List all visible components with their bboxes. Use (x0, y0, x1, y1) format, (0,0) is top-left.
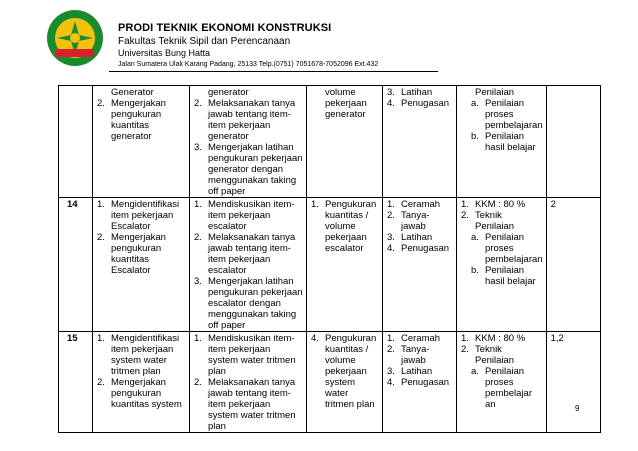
university-name: Universitas Bung Hatta (118, 48, 211, 58)
list-marker: 1. (461, 333, 469, 344)
list-item (194, 232, 303, 276)
list-marker: 3. (387, 366, 395, 377)
cell-col4 (383, 86, 457, 198)
list-text: Penilaian hasil belajar (485, 265, 536, 287)
list-text: Tanya-jawab (401, 210, 430, 232)
list-marker: 1. (387, 333, 395, 344)
list-text: Mengidentifikasi item pekerjaan Escalator (111, 199, 180, 232)
list-marker: a. (471, 366, 479, 377)
row-number: 14 (59, 198, 93, 332)
list-text: KKM : 80 % (475, 199, 526, 210)
cell-col2 (190, 198, 307, 332)
list-item (461, 210, 543, 232)
list-item (461, 199, 543, 210)
list-marker (97, 87, 111, 98)
cell-meeting (546, 86, 600, 198)
university-logo (46, 9, 104, 67)
table-row (59, 198, 601, 332)
list-marker: 2. (387, 210, 395, 221)
list-text: Mengidentifikasi item pekerjaan system water tritmen plan (111, 333, 180, 377)
list-text: Penilaian proses pembelajaran (485, 98, 543, 131)
list-text: KKM : 80 % (475, 333, 526, 344)
list-marker: b. (471, 131, 479, 142)
list-text: Melaksanakan tanya jawab tentang item-item pekerjaan system water tritmen plan (208, 377, 296, 432)
row-number: 15 (59, 332, 93, 433)
list-marker: 1. (194, 333, 202, 344)
list-marker: 3. (387, 232, 395, 243)
list-item (97, 98, 186, 142)
cell-col1 (93, 332, 190, 433)
list-marker: 2. (194, 377, 202, 388)
list-marker: 1. (97, 333, 105, 344)
list-marker: 3. (387, 87, 395, 98)
list-marker: 2. (387, 344, 395, 355)
list-item (387, 333, 453, 344)
list-text: Mengerjakan latihan pengukuran pekerjaan escalator dengan menggunakan taking off paper (208, 276, 303, 331)
list-text: Pengukuran kuantitas / volume pekerjaan escalator (325, 199, 377, 254)
list-text: Penilaian proses pembelajaran (485, 232, 543, 265)
cell-col5 (457, 198, 547, 332)
cell-col3 (307, 86, 383, 198)
list-marker (194, 87, 208, 98)
list-item (461, 333, 543, 344)
cell-col4 (383, 332, 457, 433)
list-marker: 2. (194, 98, 202, 109)
list-item (387, 199, 453, 210)
list-marker: 4. (387, 98, 395, 109)
list-text: Penilaian (475, 87, 515, 98)
list-item (461, 366, 543, 410)
list-text: Penilaian hasil belajar (485, 131, 536, 153)
list-text: Penugasan (401, 377, 450, 388)
list-item (387, 344, 453, 366)
list-marker: 4. (387, 243, 395, 254)
list-text: Pengukuran kuantitas / volume pekerjaan system water tritmen plan (325, 333, 377, 410)
letterhead (118, 23, 378, 68)
list-text: generator (208, 87, 249, 98)
cell-col5 (457, 86, 547, 198)
list-marker: 2. (461, 344, 469, 355)
list-text: Mengerjakan pengukuran kuantitas system (111, 377, 182, 410)
list-text: Penugasan (401, 98, 450, 109)
list-marker: 1. (461, 199, 469, 210)
list-item (311, 87, 379, 120)
list-item (97, 232, 186, 276)
list-text: Teknik Penilaian (475, 344, 515, 366)
list-text: Melaksanakan tanya jawab tentang item-item pekerjaan escalator (208, 232, 296, 276)
list-marker: 2. (194, 232, 202, 243)
list-text: Mengerjakan pengukuran kuantitas Escalator (111, 232, 166, 276)
list-marker (311, 87, 325, 120)
list-text: Ceramah (401, 333, 441, 344)
list-item (97, 377, 186, 410)
list-item (194, 98, 303, 142)
list-item (97, 87, 186, 98)
list-marker: 1. (97, 199, 105, 210)
list-item (194, 142, 303, 197)
list-text: Mendiskusikan item-item pekerjaan escalator (208, 199, 295, 232)
cell-col1 (93, 198, 190, 332)
list-text: Ceramah (401, 199, 441, 210)
list-marker: 2. (461, 210, 469, 221)
cell-col1 (93, 86, 190, 198)
list-item (194, 276, 303, 331)
list-item (461, 131, 543, 153)
list-item (387, 98, 453, 109)
list-item (311, 199, 379, 254)
list-text: Latihan (401, 366, 433, 377)
list-text: Teknik Penilaian (475, 210, 515, 232)
list-marker: 4. (387, 377, 395, 388)
list-item (461, 87, 543, 98)
list-item (387, 243, 453, 254)
list-item (387, 210, 453, 232)
cell-col2 (190, 86, 307, 198)
cell-col2 (190, 332, 307, 433)
cell-col3 (307, 198, 383, 332)
header-divider (109, 71, 438, 72)
list-item (97, 333, 186, 377)
list-text: Latihan (401, 232, 433, 243)
list-text: volume pekerjaan generator (325, 87, 367, 120)
list-text: Mengerjakan pengukuran kuantitas generator (111, 98, 166, 142)
cell-col3 (307, 332, 383, 433)
list-marker: 1. (311, 199, 319, 210)
list-item (461, 98, 543, 131)
list-marker: b. (471, 265, 479, 276)
list-item (387, 377, 453, 388)
list-marker: a. (471, 98, 479, 109)
list-marker: 1. (194, 199, 202, 210)
list-item (194, 199, 303, 232)
list-marker: 2. (97, 377, 105, 388)
list-item (97, 199, 186, 232)
list-item (387, 87, 453, 98)
faculty-name: Fakultas Teknik Sipil dan Perencanaan (118, 36, 291, 47)
list-marker (461, 87, 475, 98)
cell-meeting: 1,2 (546, 332, 600, 433)
list-marker: 3. (194, 276, 202, 287)
list-item (311, 333, 379, 410)
list-text: Mengerjakan latihan pengukuran pekerjaan generator dengan menggunakan taking off paper (208, 142, 303, 197)
cell-col4 (383, 198, 457, 332)
list-text: Penilaian proses pembelajar an (485, 366, 532, 410)
list-text: Latihan (401, 87, 433, 98)
program-title: PRODI TEKNIK EKONOMI KONSTRUKSI (118, 22, 332, 34)
course-plan-table (58, 85, 601, 433)
list-item (387, 366, 453, 377)
page-number: 9 (575, 404, 580, 413)
list-item (194, 87, 303, 98)
list-item (461, 265, 543, 287)
list-item (194, 377, 303, 432)
list-marker: a. (471, 232, 479, 243)
list-marker: 1. (387, 199, 395, 210)
list-marker: 2. (97, 98, 105, 109)
table-row (59, 86, 601, 198)
list-text: Tanya-jawab (401, 344, 430, 366)
list-marker: 2. (97, 232, 105, 243)
list-text: Mendiskusikan item-item pekerjaan system water tritmen plan (208, 333, 296, 377)
list-text: Generator (111, 87, 154, 98)
list-item (194, 333, 303, 377)
list-item (461, 232, 543, 265)
table-row (59, 332, 601, 433)
cell-col5 (457, 332, 547, 433)
list-marker: 3. (194, 142, 202, 153)
list-item (461, 344, 543, 366)
list-text: Penugasan (401, 243, 450, 254)
list-marker: 4. (311, 333, 319, 344)
row-number (59, 86, 93, 198)
list-text: Melaksanakan tanya jawab tentang item-item pekerjaan generator (208, 98, 296, 142)
address-line: Jalan Sumatera Ulak Karang Padang, 25133 Telp.(0751) 7051678-7052096 Ext.432 (118, 61, 379, 68)
list-item (387, 232, 453, 243)
cell-meeting: 2 (546, 198, 600, 332)
